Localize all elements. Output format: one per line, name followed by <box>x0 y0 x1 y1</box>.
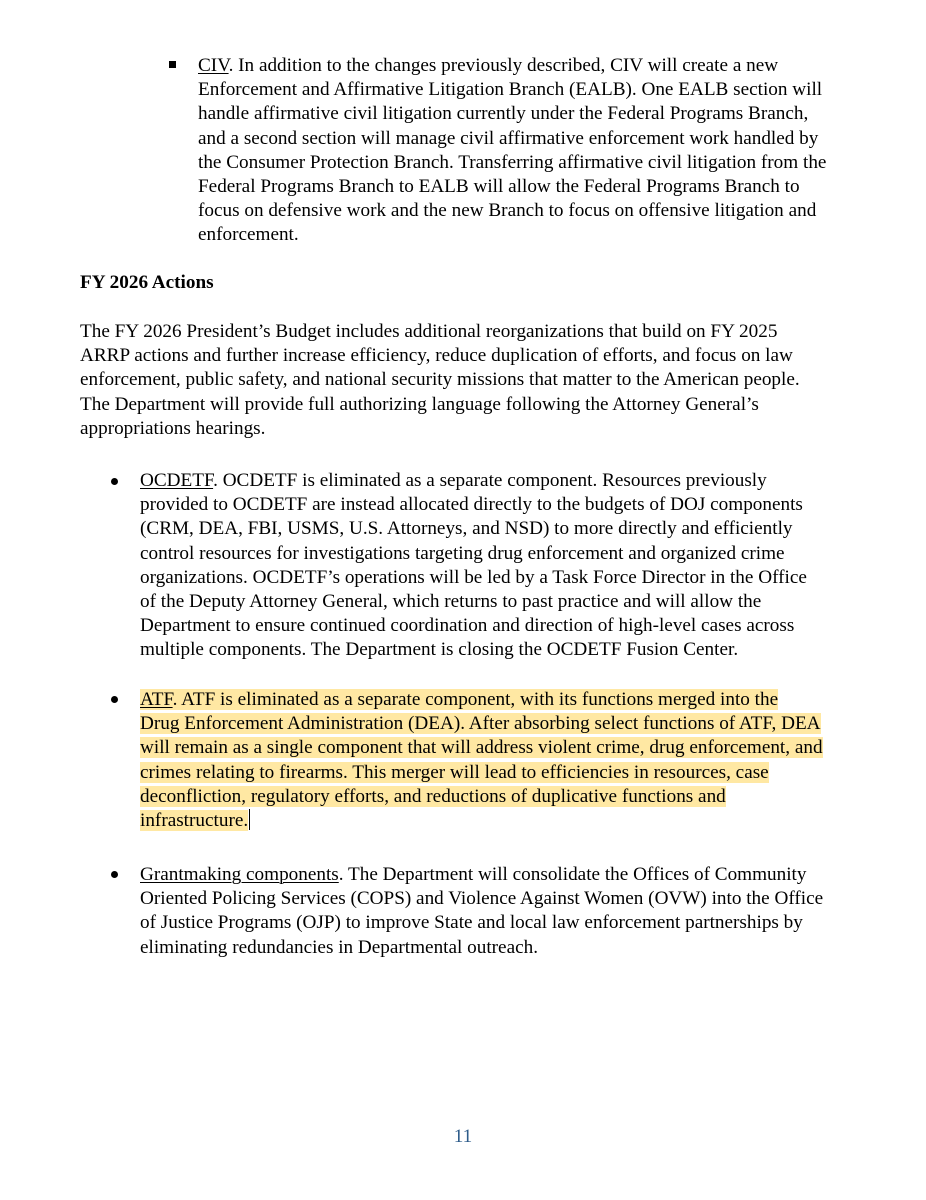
civ-line: and a second section will manage civil affirmative enforcement work handled by <box>198 127 819 149</box>
grant-line: Oriented Policing Services (COPS) and Violence Against Women (OVW) into the Office <box>140 888 824 910</box>
civ-line: Federal Programs Branch to EALB will allow the Federal Programs Branch to <box>198 176 800 198</box>
civ-line: enforcement. <box>198 224 299 246</box>
grant-first-line: Grantmaking components. The Department will consolidate the Offices of Community <box>140 864 807 885</box>
civ-line: focus on defensive work and the new Branch to focus on offensive litigation and <box>198 200 817 222</box>
civ-line: Enforcement and Affirmative Litigation Branch (EALB). One EALB section will <box>198 79 823 101</box>
intro-line: The FY 2026 President’s Budget includes additional reorganizations that build on FY 2025 <box>80 321 778 342</box>
atf-line: deconfliction, regulatory efforts, and reductions of duplicative functions and <box>140 785 726 807</box>
section-heading: FY 2026 Actions <box>80 272 214 293</box>
atf-line: will remain as a single component that will address violent crime, drug enforcement, and <box>140 737 823 759</box>
atf-line: Drug Enforcement Administration (DEA). After absorbing select functions of ATF, DEA <box>140 713 821 735</box>
atf-paragraph[interactable] <box>140 688 823 833</box>
square-bullet-icon <box>169 61 176 68</box>
atf-first-line: ATF. ATF is eliminated as a separate component, with its functions merged into the <box>140 689 779 710</box>
ocdetf-line: (CRM, DEA, FBI, USMS, U.S. Attorneys, and NSD) to more directly and efficiently <box>140 518 793 540</box>
ocdetf-paragraph <box>140 469 807 663</box>
civ-line: the Consumer Protection Branch. Transferring affirmative civil litigation from the <box>198 151 827 173</box>
bullet-icon <box>111 696 118 703</box>
ocdetf-line: control resources for investigations targeting drug enforcement and organized crime <box>140 542 785 564</box>
intro-line: ARRP actions and further increase efficiency, reduce duplication of efforts, and focus on law <box>80 345 793 367</box>
civ-line: handle affirmative civil litigation currently under the Federal Programs Branch, <box>198 103 809 125</box>
grant-line: of Justice Programs (OJP) to improve State and local law enforcement partnerships by <box>140 912 803 934</box>
grantmaking-paragraph <box>140 863 823 960</box>
ocdetf-line: of the Deputy Attorney General, which returns to past practice and will allow the <box>140 591 762 613</box>
atf-line: infrastructure. <box>140 810 249 832</box>
grant-label: Grantmaking components <box>140 864 339 885</box>
intro-line: enforcement, public safety, and national security missions that matter to the American people. <box>80 369 800 391</box>
bullet-icon <box>111 871 118 878</box>
intro-paragraph <box>80 320 800 441</box>
grant-line: eliminating redundancies in Departmental outreach. <box>140 936 538 958</box>
ocdetf-label: OCDETF <box>140 470 214 491</box>
civ-label: CIV <box>198 55 229 76</box>
ocdetf-line: provided to OCDETF are instead allocated directly to the budgets of DOJ components <box>140 494 803 516</box>
atf-label: ATF <box>140 689 173 710</box>
ocdetf-line: organizations. OCDETF’s operations will be led by a Task Force Director in the Office <box>140 566 807 588</box>
ocdetf-line: Department to ensure continued coordination and direction of high-level cases across <box>140 615 795 637</box>
page-number: 11 <box>453 1126 473 1147</box>
atf-line: crimes relating to firearms. This merger will lead to efficiencies in resources, case <box>140 761 769 783</box>
text-cursor <box>249 809 250 830</box>
ocdetf-line: multiple components. The Department is closing the OCDETF Fusion Center. <box>140 639 739 661</box>
intro-line: appropriations hearings. <box>80 417 266 439</box>
bullet-icon <box>111 478 118 485</box>
intro-line: The Department will provide full authorizing language following the Attorney General’s <box>80 393 759 415</box>
civ-paragraph <box>198 54 826 248</box>
civ-first-line: CIV. In addition to the changes previously described, CIV will create a new <box>198 55 779 76</box>
ocdetf-first-line: OCDETF. OCDETF is eliminated as a separate component. Resources previously <box>140 470 767 491</box>
